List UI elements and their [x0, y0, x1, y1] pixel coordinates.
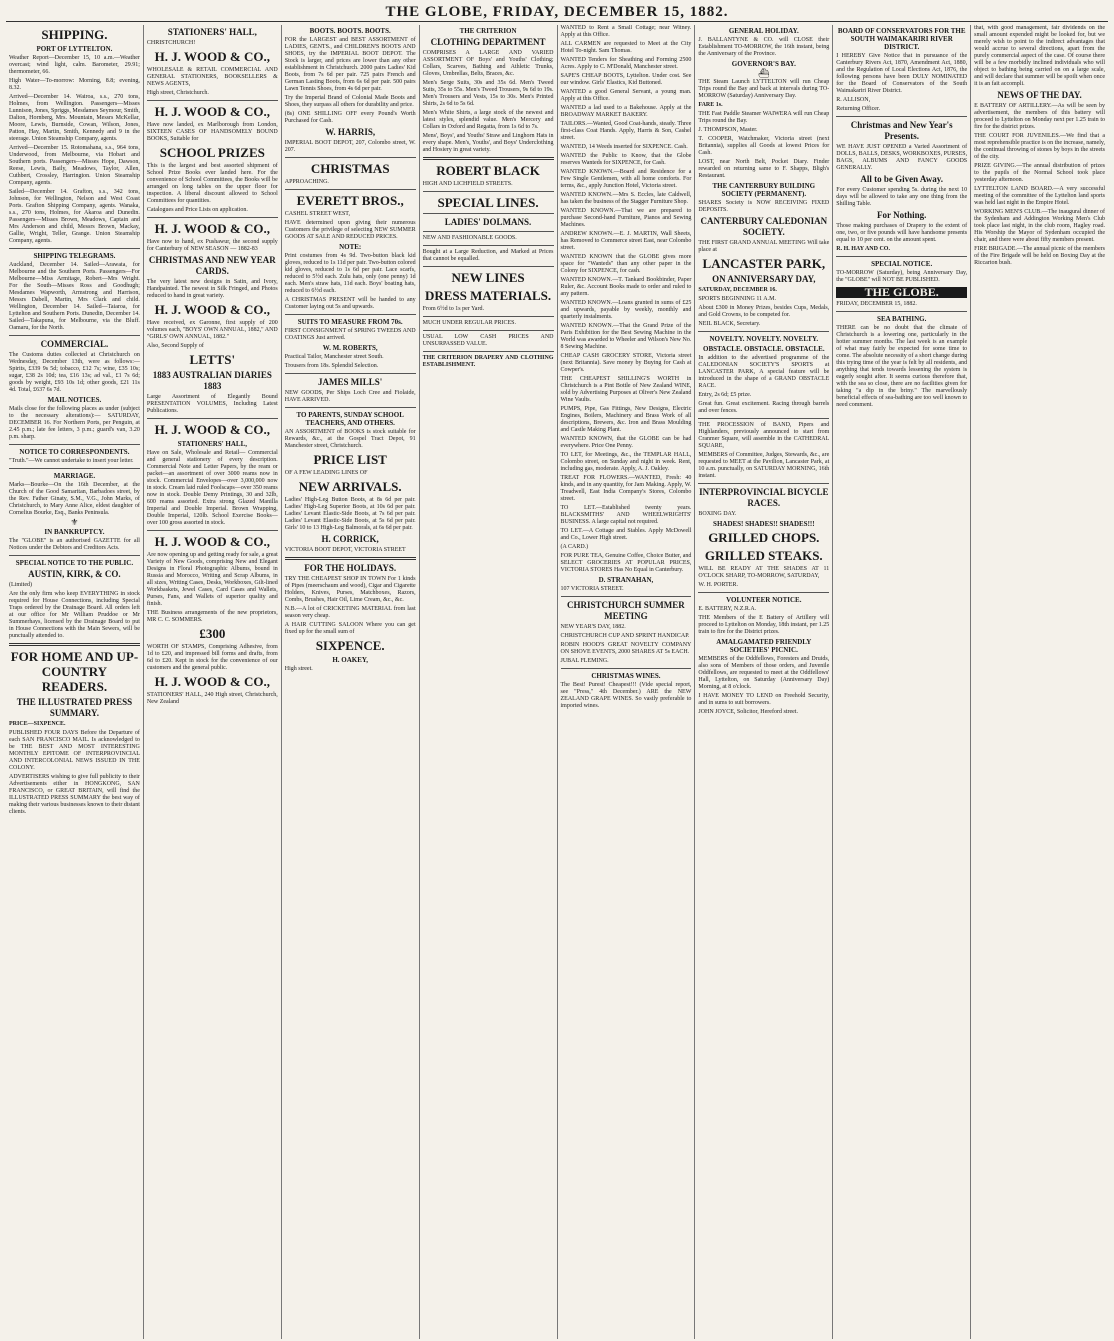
- wood-address: High street, Christchurch.: [146, 90, 209, 96]
- home-readers-heading: FOR HOME AND UP-COUNTRY READERS.: [10, 649, 139, 694]
- mail-heading: MAIL NOTICES.: [47, 396, 102, 404]
- boys-hats-text: Mens', Boys', and Youths' Straw and Linghorn Hats in every shape. Men's, Youths', and Boys' Underclothing and Hosiery in great variety.: [422, 133, 554, 153]
- globe-leader-date: FRIDAY, DECEMBER 15, 1882.: [836, 301, 917, 307]
- telegrams-heading: SHIPPING TELEGRAMS.: [33, 252, 116, 260]
- divider: [423, 191, 554, 192]
- lost-diary-text: LOST, near North Belt, Pocket Diary. Finder rewarded on returning same to F. Shapps, Bligh's Restaurant.: [698, 159, 830, 179]
- templar-hall-notice: TO LET, for Meetings, &c., the TEMPLAR HALL, Colombo street, on Sunday and night in week. Rent, including gas, moderate. Apply, A. J. Oakley.: [560, 452, 692, 472]
- press-summary-text: PUBLISHED FOUR DAYS Before the Departure of each SAN FRANCISCO MAIL. Is acknowledged to be THE BEST AND MOST INTERESTING MONTHLY EPITOME OF INTERPROVINCIAL AND INTERCOLONIAL NEWS ISSUED IN THE COLONY.: [9, 730, 140, 771]
- fun-text: Great fun. Great excitement. Racing through barrels and over fences.: [698, 401, 830, 414]
- special-notice-text: Are the only firm who keep EVERYTHING in stock required for House Connections, including Special Traps ordered by the Drainage Board. All orders left at our office for Mr William Pruddoe or Mr Summerhays, licensed by the Drainage Board to put in House Connections with the Main Sewers, will be punctually attended to.: [9, 591, 140, 639]
- divider: [698, 418, 829, 419]
- xmas-presents-heading: Christmas and New Year's Presents.: [850, 120, 953, 141]
- divider: [285, 407, 416, 408]
- oakey-address: High street.: [284, 666, 313, 672]
- sea-bathing-text: THERE can be no doubt that the climate of Christchurch is a lowering one, particularly in the hotter summer months. The last week is an example of what may fairly be expected for some time to come. The absolute necessity of a short change during this trying time of the year is felt by all residents, and anything that tends towards lessening the system is eagerly sought after. It seems curious therefore that, with the sea so close, there are no facilities given for taking "a dip in the briny." The marvellously beneficial effects of sea-bathing are too well known to need comment.: [836, 325, 968, 408]
- suits-heading: SUITS TO MEASURE FROM 70s.: [297, 318, 403, 326]
- wanted-public: WANTED the Public to Know, that the Globe reserves Wanteds for SIXPENCE, for Cash.: [560, 153, 692, 166]
- wood-firm-heading-4: H. J. WOOD & CO.,: [154, 302, 270, 317]
- shilling-off-text: (8s) ONE SHILLING OFF every Pound's Worth Purchased for Cash.: [284, 111, 416, 124]
- stationery-list: Have on Sale, Wholesale and Retail— Commercial and general stationery of every description. Commercial Note and Letter Papers, by the ream or packet—an assortment of over 3000 reams now in stock. Commercial Envelopes—over 3,000,000 now in stock. Cream laid ruled Foolscaps—over 350 reams now in stock. Double Demy Printings, 30 and 32lb, 600 reams assorted. Extra strong Glazed Manilla Imperial and Double Imperial. Brown Wrapping, Double Imperial, 120lb. School Exercise Books—over 100 gross assorted in stock.: [146, 450, 278, 526]
- entry-text: Entry, 2s 6d; £5 prize.: [698, 392, 752, 398]
- column-boots: [282, 25, 420, 1339]
- robert-black-heading: ROBERT BLACK: [436, 163, 540, 178]
- everett-text: HAVE determined upon giving their numerous Customers the privilege of selecting NEW SUMMER GOODS AT SALE AND REDUCED PRICES.: [284, 220, 416, 240]
- note-heading: NOTE:: [339, 243, 362, 251]
- battery-label: E. BATTERY, N.Z.R.A.: [698, 606, 757, 612]
- card-label: (A CARD.): [560, 544, 589, 550]
- harris-address: IMPERIAL BOOT DEPOT, 207, Colombo street, W. 207.: [284, 140, 416, 153]
- royal-arms-icon: ⚜: [70, 517, 79, 527]
- weather-report: Weather Report—December 15, 10 a.m.—Weather overcast; wind light, calm. Barometer, 29.91; thermometer, 66.: [9, 55, 140, 75]
- martin-notice: ANDREW KNOWN.—E. J. MARTIN, Wall Sheets, has Removed to Commerce street East, near Colombo street.: [560, 231, 692, 251]
- money-lend-text: I HAVE MONEY TO LEND on Freehold Security, and in sums to suit borrowers.: [698, 693, 830, 706]
- clothing-heading: CLOTHING DEPARTMENT: [430, 37, 546, 47]
- divider: [285, 557, 416, 560]
- joyce-sig: JOHN JOYCE, Solicitor, Hereford street.: [698, 709, 798, 715]
- mail-text: Mails close for the following places as under (subject to the necessary alterations):— SATURDAY, DECEMBER 16. For Northern Ports, per Penguin, at 2.45 p.m.; late fee letters, 3 p.m.; guard's van, 3.20 p.m. sharp.: [9, 406, 140, 440]
- meeting-text: THE FIRST GRAND ANNUAL MEETING Will take place at: [698, 240, 830, 253]
- mens-shirts-text: Men's White Shirts, a large stock of the newest and latest styles, splendid value. Men's Mercery and Collars in Oxford and Regatta, from 1s 6d to 7s.: [422, 110, 554, 130]
- fire-brigade-news: FIRE BRIGADE.—The annual picnic of the members of the Fire Brigade will be held on Boxing Day at the Riccarton bush.: [974, 246, 1105, 266]
- carmen-notice: ALL CARMEN are requested to Meet at the City Hotel To-night. Sam Thomas.: [560, 41, 692, 54]
- steamship-icon: ⛴: [758, 68, 770, 78]
- teachers-text: AN ASSORTMENT of BOOKS is stock suitable for Rewards, &c., at the Gospel Tract Depot, 91 Manchester street, Christchurch.: [284, 429, 416, 449]
- obstacle-text: In addition to the advertised programme of the CALEDONIAN SOCIETY'S SPORTS at LANCASTER PARK, A special feature will be introduced in the shape of a GRAND OBSTACLE RACE.: [698, 355, 830, 389]
- wanted-weeds: WANTED, 14 Weeds inserted for SIXPENCE. Cash.: [560, 144, 688, 150]
- annuals-text: Have received, ex Garonne, first supply of 200 volumes each, "BOYS' OWN ANNUAL, 1882," AND "GIRLS' OWN ANNUAL, 1882.": [146, 320, 278, 340]
- anniversary-heading: ON ANNIVERSARY DAY,: [712, 274, 816, 284]
- sixteen-cases-text: Have now landed, ex Marlborough from London, SIXTEEN CASES OF HANDSOMELY BOUND BOOKS, Suitable for: [146, 122, 278, 142]
- criterion-estab-text: THE CRITERION DRAPERY AND CLOTHING ESTABLISHMENT.: [422, 355, 554, 368]
- fare-text: FARE 1s.: [698, 102, 723, 108]
- divider: [423, 231, 554, 232]
- wood-firm-heading-2: H. J. WOOD & CO.,: [154, 104, 270, 119]
- clothing-text: COMPRISES A LARGE AND VARIED ASSORTMENT OF Boys' and Youths' Clothing; Collars, Scarves, Bathing and Athletic Trunks, Gloves, Umbrellas, Belts, Braces, &c.: [422, 50, 554, 77]
- arrivals-second: Arrived—December 15. Rotomahana, s.s., 964 tons, Underwood, from Melbourne, via Hobart and Southern ports. Passengers—Misses Hope, Dawson, Reese, Lewis, Baily, Meadows, Taylor, Allen, Cuthbert, Crossley, Harrington. Union Steamship Company, agents.: [9, 145, 140, 186]
- tankard-notice: WANTED KNOWN.—T. Tankard Bookbinder, Paper Ruler, &c. Account Books made to order and ruled to any pattern.: [560, 277, 692, 297]
- bankruptcy-heading: IN BANKRUPTCY.: [44, 528, 105, 536]
- wood-footer-text: STATIONERS' HALL, 240 High street, Christchurch, New Zealand: [146, 692, 278, 705]
- divider: [698, 592, 829, 593]
- amalgamated-heading: AMALGAMATED FRIENDLY SOCIETIES' PICNIC.: [716, 638, 812, 654]
- corrick-address: VICTORIA BOOT DEPOT, VICTORIA STREET: [284, 547, 406, 553]
- teachers-heading: TO PARENTS, SUNDAY SCHOOL TEACHERS, AND OTHERS.: [296, 411, 404, 427]
- stamps-text: WORTH OF STAMPS, Comprising Adhesive, from 1d to £20, and impressed bill forms and drafts, from 6d to £20. Kept in stock for the convenience of our customers and the general public.: [146, 644, 278, 671]
- grilled-chops-heading: GRILLED CHOPS.: [708, 530, 820, 545]
- mens-suits-text: Men's Serge Suits, 30s and 35s 6d. Men's Tweed Suits, 35s to 55s. Men's Tweed Trousers, 9s 6d to 19s. Men's Trousers and Vests, 15s to 30s. Men's Printed Shirts, 2s 6d to 5s 6d.: [422, 80, 554, 107]
- holiday-goods-text: Are now opening up and getting ready for sale, a great Variety of New Goods, comprising New and Elegant Designs in Floral Photographic Albums, bound in Russia and Morocco, Writing and Scrap Albums, in all sizes, Writing Cases, Desks, Workboxes, Gilt-lined Workbaskets, Jewel Cases, Card Cases and Wallets, Purses, Fans, and Wallets of superior quality and finish.: [146, 552, 278, 607]
- mills-text: NEW GOODS, Per Ships Loch Cree and Fiolaide, HAVE ARRIVED.: [284, 390, 416, 403]
- lancaster-park-heading: LANCASTER PARK,: [702, 256, 826, 271]
- telegrams: Auckland, December 14. Sailed—Arawata, for Melbourne and the Southern Ports. Passengers—For Melbourne—Miss Armitage, Robert—Mrs Wright. For the South—Misses Ross and Goodhugh; Mesdames Wapworth, Armstrong and Harrison, Messrs Dabell, Martin, Mrs Clark and child. Wellington, December 14. Sailed—Taiaroa, for Lyttelton and Southern Ports. Dunedin, December 14. Sailed—Takapuna, for Melbourne, via the Bluff. Oamaru, for the North.: [9, 262, 140, 331]
- volunteer-heading: VOLUNTEER NOTICE.: [726, 596, 802, 604]
- stranahan-address: 107 VICTORIA STREET.: [560, 586, 624, 592]
- divider: [561, 668, 692, 669]
- school-prizes-text: This is the largest and best assorted shipment of School Prize Books ever landed here. For the convenience of School Committees, the Books will be arranged on long tables on the upper floor for inspection. A liberal discount allowed to School Committees for quantities.: [146, 163, 278, 204]
- special-notice-heading: SPECIAL NOTICE TO THE PUBLIC.: [15, 559, 134, 567]
- wanted-bakery: WANTED a lad used to a Bakehouse. Apply at the BROADWAY MARKET BAKERY.: [560, 105, 692, 118]
- advertisers-text: ADVERTISERS wishing to give full publicity to their Advertisements either in HONGKONG, SAN FRANCISCO, or GREAT BRITAIN, will find the ILLUSTRATED PRESS SUMMARY the best way of making their various businesses known to their distant clients.: [9, 774, 140, 815]
- new-fashion-text: NEW AND FASHIONABLE GOODS.: [422, 235, 517, 241]
- divider: [423, 330, 554, 331]
- divider: [9, 643, 140, 646]
- battery-text: THE Members of the E Battery of Artillery will proceed to Lyttelton on Monday, 18th instant, per 1.25 train to fire for the District prizes.: [698, 615, 830, 635]
- returning-officer: Returning Officer.: [836, 106, 881, 112]
- high-water: High Water—To-morrow: Morning, 8.8; evening, 8.32.: [9, 78, 140, 91]
- divider: [147, 217, 278, 218]
- divider: [836, 311, 967, 312]
- divider: [561, 596, 692, 597]
- dolmans-heading: LADIES' DOLMANS.: [444, 217, 532, 227]
- roberts-address: Practical Tailor, Manchester street South.: [284, 354, 384, 360]
- battery-news: E BATTERY OF ARTILLERY.—As will be seen by advertisement, the members of this battery will proceed to Lyttelton on Monday next per 1.25 train to fire for the district prizes.: [974, 103, 1105, 130]
- press-summary-heading: THE ILLUSTRATED PRESS SUMMARY.: [16, 697, 133, 718]
- amalgamated-text: MEMBERS of the Oddfellows, Foresters and Druids, also sons of Members of those orders, and Juvenile Oddfellows, are requested to meet at the Oddfellows' Hall, Lyttelton, on Saturday (Anniversary Day) Morning, at 8 o'clock.: [698, 656, 830, 690]
- globe-penny-notice: WANTED KNOWN, that the GLOBE can be had everywhere. Price One Penny.: [560, 436, 692, 449]
- correspondents-heading: NOTICE TO CORRESPONDENTS.: [19, 448, 130, 456]
- prize-giving-news: PRIZE GIVING.—The annual distribution of prizes to the pupils of the Normal School took place yesterday afternoon.: [974, 163, 1105, 183]
- sixpence-heading: SIXPENCE.: [315, 638, 385, 653]
- stationers-hall-heading: STATIONERS' HALL,: [167, 27, 257, 37]
- christchurch-label: CHRISTCHURCH!: [146, 40, 196, 46]
- members-text: MEMBERS of Committee, Judges, Stewards, &c., are requested to MEET at the Pavilion, Lancaster Park, at 10 a.m. punctually, on SATURDAY MORNING, 16th instant.: [698, 452, 830, 479]
- wines-text: The Best! Purest! Cheapest!!! (Vide special report, see "Press," 4th December.) ARE the NEW ZEALAND GRAPE WINES. So vastly preferable to imported wines.: [560, 682, 692, 709]
- grocery-notice: CHEAP CASH GROCERY STORE, Victoria street (next Britannia). Save money by Buying for Cash at Cowper's.: [560, 353, 692, 373]
- globe-wanteds: WANTED KNOWN that the GLOBE gives more space for "Wanteds" than any other paper in the Colony for SIXPENCE, for cash.: [560, 254, 692, 274]
- column-criterion: [420, 25, 558, 1339]
- holidays-text: TRY THE CHEAPEST SHOP IN TOWN For 1 kinds of Pipes (meerschaum and wood), Cigar and Cigarette Holders, Knives, Purses, Matchboxes, Razors, Combs, Brushes, Hair Oil, Lime Cream, &c., &c.: [284, 576, 416, 603]
- grilled-steaks-heading: GRILLED STEAKS.: [704, 548, 823, 563]
- wanted-servant: WANTED a good General Servant, a young man. Apply at this Office.: [560, 89, 692, 102]
- corrick-heading: H. CORRICK,: [321, 534, 379, 544]
- divider: [9, 444, 140, 445]
- press-summary-price: PRICE—SIXPENCE.: [9, 721, 66, 727]
- austin-kirk-sub: (Limited): [9, 582, 32, 588]
- flowers-notice: TREAT FOR FLOWERS.—WANTED, Fresh: 40 kinds, and in any quantity, for Jam Making. Apply, W. Treadwell, East India Company's Stores, Colombo street.: [560, 475, 692, 502]
- globe-leader-heading: THE GLOBE.: [836, 287, 967, 298]
- shades-text: WILL BE READY AT THE SHADES AT 11 O'CLOCK SHARP, TO-MORROW, SATURDAY,: [698, 566, 830, 579]
- marriage-heading: MARRIAGE.: [53, 472, 96, 480]
- special-notice-heading: SPECIAL NOTICE.: [871, 260, 933, 268]
- ballantyne-text: J. BALLANTYNE & CO. will CLOSE their Establishment TO-MORROW, the 16th instant, being the Anniversary of the Province.: [698, 37, 830, 57]
- christmas-heading: CHRISTMAS: [310, 161, 390, 176]
- procession-text: THE PROCESSION of BAND, Pipers and Highlanders, previously announced to start from Cranmer Square, will assemble in the CATHEDRAL SQUARE,: [698, 422, 830, 449]
- board-text: I HEREBY Give Notice that in pursuance of the Canterbury Rivers Act, 1870, Amendment Act, 1880, and the Regulation of Local Elections Act, 1876, the following persons have been DULY NOMINATED for the Board of Conservators of the South Waimakariri River District.: [836, 53, 968, 94]
- divider: [285, 373, 416, 374]
- summer-meeting-heading: CHRISTCHURCH SUMMER MEETING: [567, 600, 685, 621]
- wood-firm-heading: H. J. WOOD & CO.,: [154, 49, 270, 64]
- wines-heading: CHRISTMAS WINES.: [591, 672, 661, 680]
- saloon-text: A HAIR CUTTING SALOON Where you can get fixed up for the small sum of: [284, 622, 416, 635]
- wanted-furniture: WANTED KNOWN.—That we are prepared to purchase Second-hand Furniture, Pianos and Sewing Machines.: [560, 208, 692, 228]
- divider: [9, 555, 140, 556]
- roberts-heading: W. M. ROBERTS,: [322, 344, 378, 352]
- wood-firm-heading-3: H. J. WOOD & CO.,: [154, 221, 270, 236]
- mills-heading: JAMES MILLS': [318, 377, 383, 387]
- sports-prizes-text: About £300 in Money Prizes, besides Cups, Medals, and Gold Crowns, to be competed for.: [698, 305, 830, 318]
- divider: [285, 189, 416, 190]
- xmas-cards-text: The very latest new designs in Satin, and Ivory, Handpainted. The newest in Silk Fringed, and Photos reduced to hand in great variety.: [146, 279, 278, 299]
- column-news: [971, 25, 1108, 1339]
- programme-text: CHRISTCHURCH CUP AND SPRINT HANDICAP.: [560, 633, 690, 639]
- wood-firm-heading-6: H. J. WOOD & CO.,: [154, 534, 270, 549]
- cricket-text: N.B.—A lot of CRICKETING MATERIAL from last season very cheap.: [284, 606, 416, 619]
- novelty-heading: NOVELTY. NOVELTY. NOVELTY.: [709, 335, 819, 343]
- columns: [6, 25, 1108, 1339]
- boots-text: FOR the LARGEST and BEST ASSORTMENT of LADIES, GENTS., and CHILDREN'S BOOTS AND SHOES, try the IMPERIAL BOOT DEPOT. The Stock is larger, and prices are lower than any other establishment in Christchurch. 2000 pairs Ladies' Kid Boots, from 7s 6d per pair. 725 pairs French and German Lasting Boots, from 6s 6d per pair. 500 pairs Lawn Tennis Shoes, from 4s 6d per pair.: [284, 37, 416, 92]
- shipping-heading: SHIPPING.: [41, 27, 108, 42]
- tea-notice: FOR PURE TEA, Genuine Coffee, Choice Butter, and SELECT GROCERIES AT POPULAR PRICES, VICTORIA STORES Has No Equal in Canterbury.: [560, 553, 692, 573]
- divider: [423, 157, 554, 160]
- lyttelton-launch-text: THE Steam Launch LYTTELTON will run Cheap Trips round the Bay and back at intervals during TO-MORROW (Saturday) Anniversary Day.: [698, 79, 830, 99]
- governors-bay-heading: GOVERNOR'S BAY.: [731, 60, 796, 68]
- shades-heading: SHADES! SHADES!! SHADES!!!: [713, 520, 815, 528]
- departures: Sailed—December 14. Grafton, s.s., 342 tons, Johnson, for Wellington, Nelson and West Coast Ports. Grafton Shipping Company, agents. Wanaka, s.s., 270 tons, Holmes, for Akaroa and Dunedin. Passengers—Misses Brown, Meadows, Captain and Mrs Anderson and child, Messrs Brown, Mackay, Gallie, Wright, Teller, Grange. Union Steamship Company, agents.: [9, 189, 140, 244]
- porter-sig: W. H. PORTER.: [698, 582, 738, 588]
- divider: [423, 351, 554, 352]
- boxing-day-text: BOXING DAY.: [698, 511, 737, 517]
- commercial-text: The Customs duties collected at Christchurch on Wednesday, December 13th, were as follows:—Spirits, £339 9s 5d; tobacco, £12 7s; wine, £35 10s; sugar, £38 2s 10d; tea, £16 13s; ad val., £1 7s 6d; goods by weight, £93 10s 1d; other goods, £21 11s 4d. Total, £637 6s 7d.: [9, 352, 140, 393]
- boots-heading: BOOTS. BOOTS. BOOTS.: [309, 27, 391, 35]
- cashel-street-label: CASHEL STREET WEST,: [284, 211, 351, 217]
- special-notice-text: TO-MORROW (Saturday), being Anniversary Day, the "GLOBE" will NOT BE PUBLISHED.: [836, 270, 968, 283]
- suits-text: FIRST CONSIGNMENT of SPRING TWEEDS AND COATINGS Just arrived.: [284, 328, 416, 341]
- obstacle-heading: OBSTACLE. OBSTACLE. OBSTACLE.: [703, 345, 825, 353]
- trousers-text: Trousers from 18s. Splendid Selection.: [284, 363, 379, 369]
- divider: [9, 468, 140, 469]
- divider: [9, 335, 140, 336]
- divider: [423, 245, 554, 246]
- arrivals-list: Ladies' High-Leg Button Boots, at 8s 6d per pair. Ladies' High-Leg Superior Boots, at 10s 6d per pair. Ladies' Levant Elastic-Side Boots, at 7s 6d per pair. Ladies' Levant Elastic-Side Boots, at 5s 6d per pair. Girls' 10 to 13 High-Leg Balmorals, at 6s 6d per pair.: [284, 497, 416, 531]
- divider: [285, 314, 416, 315]
- sports-begin-text: SPORTS BEGINNING 11 A.M.: [698, 296, 776, 302]
- divider: [147, 100, 278, 101]
- divider: [836, 116, 967, 117]
- marriage-text: Marks—Bourke—On the 16th December, at the Church of the Good Samaritan, Barbadoes street, by the Rev. Father Ginaty, S.M., V.G., John Marks, of Christchurch, to Mary Anne Alice, eldest daughter of Cornelius Bourke, Esq., Banks Peninsula.: [9, 482, 140, 516]
- stationers-hall-label: STATIONERS' HALL,: [177, 440, 247, 448]
- wine-notice: THE CHEAPEST SHILLING'S WORTH in Christchurch is a Pint Bottle of New Zealand WINE, sold by Advertising Purposes at Oliver's New Zealand Wine Vaults.: [560, 376, 692, 403]
- for-nothing-text: Those making purchases of Drapery to the extent of one, two, or five pounds will have handsome presents equal to 10 per cent. on the amount spent.: [836, 223, 968, 243]
- pumps-notice: PUMPS, Pipe, Gas Fittings, New Designs, Electric Engines, Boilers, Machinery and Brass Work of all descriptions, Brewers, &c. Iron and Brass Moulding and Castle Making Plant.: [560, 406, 692, 433]
- criterion-heading: THE CRITERION: [459, 27, 517, 35]
- column-stationers: [144, 25, 282, 1339]
- divider: [423, 266, 554, 267]
- dolmans-text: Bought at a Large Reduction, and Marked at Prices that cannot be equalled.: [422, 249, 554, 262]
- newyear-text: NEW YEAR'S DAY, 1882.: [560, 624, 626, 630]
- wood-firm-footer: H. J. WOOD & CO.,: [154, 674, 270, 689]
- diaries-text: Large Assortment of Elegantly Bound PRESENTATION VOLUMES, Including Latest Publications.: [146, 394, 278, 414]
- column-board: [833, 25, 971, 1339]
- letts-heading: LETTS': [189, 352, 236, 367]
- holidays-heading: FOR THE HOLIDAYS.: [304, 563, 397, 573]
- wanted-board: WANTED KNOWN.—Board and Residence for a Few Single Gentlemen, with all home comforts. For terms, &c., apply Junction Hotel, Victoria street.: [560, 169, 692, 189]
- price-list-heading: PRICE LIST: [313, 452, 387, 467]
- austin-kirk-heading: AUSTIN, KIRK, & CO.: [28, 569, 121, 579]
- harris-heading: W. HARRIS,: [325, 127, 376, 137]
- masthead: THE GLOBE, FRIDAY, DECEMBER 15, 1882.: [6, 4, 1108, 22]
- oakey-heading: H. OAKEY,: [332, 656, 369, 664]
- dolls-text: WE HAVE JUST OPENED a Varied Assortment of DOLLS, BALLS, DESKS, WORKBOXES, PURSES, BAGS, ALBUMS AND FANCY GOODS GENERALLY.: [836, 144, 968, 171]
- wood-firm-desc: WHOLESALE & RETAIL COMMERCIAL AND GENERAL STATIONERS, BOOKSELLERS & NEWS AGENTS,: [146, 67, 278, 87]
- wood-firm-heading-5: H. J. WOOD & CO.,: [154, 422, 270, 437]
- robin-hood-text: ROBIN HOOD'S GREAT NOVELTY COMPANY ON SHOVE EVENTS, 2000 SHARES AT 5s EACH.: [560, 642, 692, 655]
- everett-heading: EVERETT BROS.,: [296, 193, 404, 208]
- divider: [423, 213, 554, 214]
- boots-text-2: Try the Imperial Brand of Colonial Made Boots and Shoes, they surpass all others for durability and price.: [284, 95, 416, 108]
- for-nothing-heading: For Nothing.: [877, 210, 927, 220]
- divider: [698, 331, 829, 332]
- thompson-master: J. THOMPSON, Master.: [698, 127, 758, 133]
- blacksmiths-notice: TO LET.—Established twenty years. BLACKSMITHS' AND WHEELWRIGHTS' BUSINESS. A large capital not required.: [560, 505, 692, 525]
- bankruptcy-text: The "GLOBE" is an authorised GAZETTE for all Notices under the Debtors and Creditors Acts.: [9, 538, 140, 551]
- divider: [147, 418, 278, 419]
- robert-black-address: HIGH AND LICHFIELD STREETS.: [422, 181, 513, 187]
- cottage-notice: TO LET.—A Cottage and Stables. Apply McDowell and Co., Lower High street.: [560, 528, 692, 541]
- catalogue-text: Catalogues and Price Lists on application.: [146, 207, 248, 213]
- caledonian-heading: CANTERBURY CALEDONIAN SOCIETY.: [700, 216, 828, 237]
- date-text: SATURDAY, DECEMBER 16.: [698, 287, 777, 293]
- divider: [423, 316, 554, 317]
- new-arrivals-heading: NEW ARRIVALS.: [298, 479, 402, 494]
- tenders-notice: WANTED Tenders for Sheathing and Forming 2500 Acres. Apply to C. M'Donald, Manchester street.: [560, 57, 692, 70]
- port-heading: PORT OF LYTTELTON.: [36, 45, 113, 53]
- school-prizes-heading: SCHOOL PRIZES: [159, 145, 265, 160]
- commercial-heading: COMMERCIAL.: [40, 339, 109, 349]
- cooper-text: T. COOPER, Watchmaker, Victoria street (next Britannia), supplies all Goods at lowest Prices for Cash.: [698, 136, 830, 156]
- pushawur-text: Have now to hand, ex Pushawur, the second supply for Canterbury of NEW SEASON — 1882-83: [146, 239, 278, 252]
- arrivals: Arrived—December 14. Wairoa, s.s., 270 tons, Holmes, from Wellington. Passengers—Misses Lunnison, Jones, Spriggs, Mesdames Seymour, Smith, Dalton, Hornberg, Mrs. Mountain, Messrs McKellar, Moore, Lewis, Burnside, Cowan, Wilson, Jones, Patton, Hay, Martin, Smith, Kennedy and 9 in the steerage. Union Steamship Company, agents.: [9, 94, 140, 142]
- special-lines-heading: SPECIAL LINES.: [437, 195, 539, 210]
- xmas-cards-heading: CHRISTMAS AND NEW YEAR CARDS.: [148, 255, 276, 276]
- land-board-news: LYTTELTON LAND BOARD.—A very successful meeting of the committee of the Lyttelton land sports was held last night in the Empire Hotel.: [974, 186, 1105, 206]
- loans-notice: WANTED KNOWN.—Loans granted in sums of £25 and upwards, payable by weekly, monthly and quarterly instalments.: [560, 300, 692, 320]
- cheap-shoes-notice: SAPE'S CHEAP BOOTS, Lyttelton. Under cost. See our window. Girls' Elastics, Kid Buttoned.: [560, 73, 692, 86]
- waiwera-text: THE Fast Paddle Steamer WAIWERA will run Cheap Trips round the Bay.: [698, 111, 830, 124]
- christmas-present-text: A CHRISTMAS PRESENT will be handed to any Customer laying out 5s and upwards.: [284, 297, 416, 310]
- column-wanted: [558, 25, 696, 1339]
- wanted-cottage: WANTED to Rent a Small Cottage; near Witney. Apply at this Office.: [560, 25, 692, 38]
- letts-intro: Also, Second Supply of: [146, 343, 204, 349]
- divider: [147, 530, 278, 531]
- divider: [285, 157, 416, 158]
- divider: [9, 248, 140, 249]
- hay-sig: R. H. HAY AND CO.: [836, 246, 890, 252]
- wanted-eccles: WANTED KNOWN.—Mrs S. Eccles, late Caldwell, has taken the business of the Stagger Furniture Shop.: [560, 192, 692, 205]
- approaching-text: APPROACHING.: [284, 179, 329, 185]
- working-mens-news: WORKING MEN'S CLUB.—The inaugural dinner of the Sydenham and Addington Working Men's Club took place last night, in the club room, Hagley road. His Worship the Mayor of Sydenham occupied the chair, and there were about fifty members present.: [974, 209, 1105, 243]
- given-away-text: For every Customer spending 5s. during the next 10 days will be allowed to take any one thing from the Shilling Table.: [836, 187, 968, 207]
- given-away-heading: All to be Given Away.: [860, 174, 943, 184]
- column-shipping: [6, 25, 144, 1339]
- stamps-amount: £300: [199, 626, 226, 641]
- price-list-sub: OF A FEW LEADING LINES OF: [284, 470, 368, 476]
- board-heading: BOARD OF CONSERVATORS FOR THE SOUTH WAIMAKARIRI RIVER DISTRICT.: [837, 27, 966, 51]
- under-price-text: MUCH UNDER REGULAR PRICES.: [422, 320, 516, 326]
- jubal-text: JUBAL FLEMING.: [560, 658, 609, 664]
- sewing-prize-notice: WANTED KNOWN.—That the Grand Prize of the Paris Exhibition for the Best Sewing Machine in the World was awarded to Wheeler and Wilson's New No. 8 Sewing Machine.: [560, 323, 692, 350]
- bathing-continued: that, with good management, fair dividends on the small amount expended might be looked for, but we merely wish to point to the indirect advantages that would accrue to several directions, apart from the purely commercial aspect of the case. Of course there will be a few morbidly inclined individuals who will object to bathing being carried on on a large scale, and will declare that summer will be spoilt when once it is an fait accompli.: [974, 25, 1105, 87]
- sea-bathing-heading: SEA BATHING.: [877, 315, 927, 323]
- new-lines-heading: NEW LINES: [451, 270, 525, 285]
- column-notices: [695, 25, 833, 1339]
- shares-text: SHARES Society is NOW RECEIVING FIXED DEPOSITS.: [698, 200, 830, 213]
- allison-sig: R. ALLISON,: [836, 97, 871, 103]
- news-heading: NEWS OF THE DAY.: [997, 90, 1082, 100]
- sommers-text: THE Business arrangements of the new proprietors, MR C. C. SOMMERS.: [146, 610, 278, 623]
- holiday-heading: GENERAL HOLIDAY.: [728, 27, 799, 35]
- juveniles-news: THE COURT FOR JUVENILES.—We find that a most reprehensible practice is on the increase, namely, the continual throwing of stones by boys in the streets of the city.: [974, 133, 1105, 160]
- dress-materials-heading: DRESS MATERIALS.: [424, 288, 552, 303]
- cash-value-text: USUAL LOW CASH PRICES AND UNSURPASSED VALUE.: [422, 334, 554, 347]
- tailors-notice: TAILORS.—Wanted, Good Coat-hands, steady. Three first-class Coat Hands. Apply, Harris & Son, Cashel street.: [560, 121, 692, 141]
- building-society-heading: THE CANTERBURY BUILDING SOCIETY (PERMANENT).: [712, 182, 816, 198]
- correspondents-text: "Truth."—We cannot undertake to insert your letter.: [9, 458, 134, 464]
- divider: [698, 483, 829, 484]
- stranahan-heading: D. STRANAHAN,: [598, 576, 654, 584]
- neil-black-sig: NEIL BLACK, Secretary.: [698, 321, 761, 327]
- note-text: Print costumes from 4s 9d. Two-button black kid gloves, reduced to 1s 11d per pair. Two-button colored kid gloves, reduced to 1s 6d per pair. Lace scarfs, reduced to 5½d each. Zulu hats, only (one penny) 1d each. Men's straw hats, 11d each. Boys' boating hats, reduced to 6½d each.: [284, 253, 416, 294]
- divider: [836, 256, 967, 257]
- diaries-heading: 1883 AUSTRALIAN DIARIES 1883: [152, 370, 272, 391]
- dress-price: From 6½d to 1s per Yard.: [422, 306, 484, 312]
- bicycle-heading: INTERPROVINCIAL BICYCLE RACES.: [699, 487, 829, 508]
